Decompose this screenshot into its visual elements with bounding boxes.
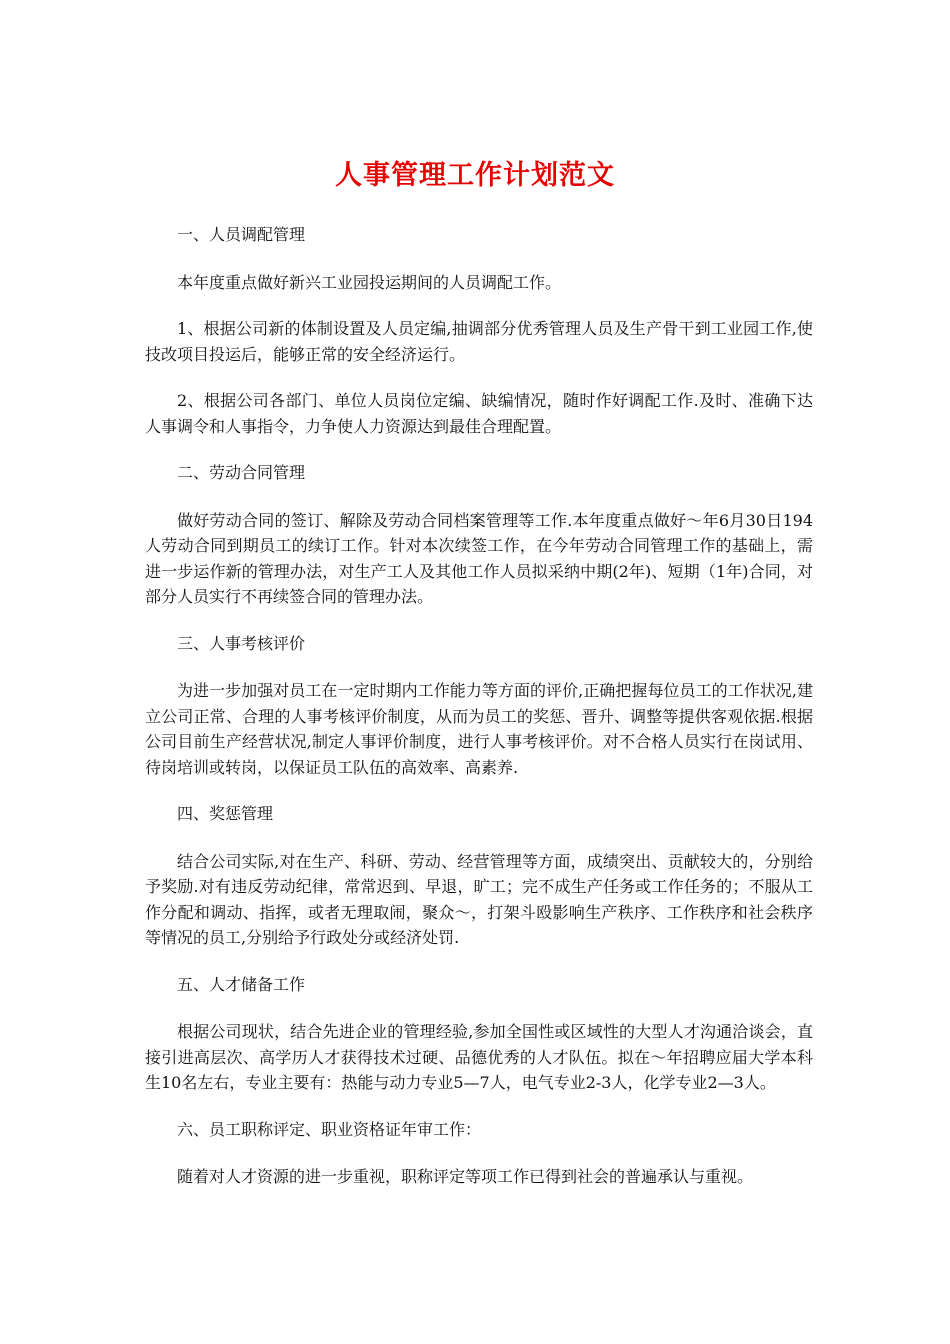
paragraph: 为进一步加强对员工在一定时期内工作能力等方面的评价,正确把握每位员工的工作状况,建立公司正常、合理的人事考核评价制度，从而为员工的奖惩、晋升、调整等提供客观依据.根据公司目前生产经营状况,制定人事评价制度，进行人事考核评价。对不合格人员实行在岗试用、待岗培训或转岗，以保证员工队伍的高效率、高素养. [145, 681, 813, 777]
section-heading: 一、人员调配管理 [177, 225, 306, 244]
paragraph: 随着对人才资源的进一步重视，职称评定等项工作已得到社会的普遍承认与重视。 [177, 1167, 754, 1186]
section-heading: 四、奖惩管理 [177, 804, 274, 823]
paragraph: 1、根据公司新的体制设置及人员定编,抽调部分优秀管理人员及生产骨干到工业园工作,使技改项目投运后，能够正常的安全经济运行。 [145, 319, 813, 364]
section-heading: 二、劳动合同管理 [177, 463, 306, 482]
section-heading: 三、人事考核评价 [177, 633, 306, 653]
paragraph: 结合公司实际,对在生产、科研、劳动、经营管理等方面，成绩突出、贡献较大的，分别给予奖励.对有违反劳动纪律，常常迟到、早退，旷工；完不成生产任务或工作任务的；不服从工作分配和调动、指挥，或者无理取闹，聚众～，打架斗殴影响生产秩序、工作秩序和社会秩序等情况的员工,分别给予行政处分或经济处罚. [145, 851, 813, 947]
paragraph: 做好劳动合同的签订、解除及劳动合同档案管理等工作.本年度重点做好～年6月30日194人劳动合同到期员工的续订工作。针对本次续签工作，在今年劳动合同管理工作的基础上，需进一步运作新的管理办法，对生产工人及其他工作人员拟采纳中期(2年)、短期（1年)合同，对部分人员实行不再续签合同的管理办法。 [145, 510, 813, 606]
document-body [145, 222, 813, 1211]
paragraph: 2、根据公司各部门、单位人员岗位定编、缺编情况，随时作好调配工作.及时、准确下达人事调令和人事指令，力争使人力资源达到最佳合理配置。 [145, 391, 813, 436]
document-title: 人事管理工作计划范文 [335, 160, 615, 191]
paragraph: 根据公司现状，结合先进企业的管理经验,参加全国性或区域性的大型人才沟通洽谈会，直接引进高层次、高学历人才获得技术过硬、品德优秀的人才队伍。拟在～年招聘应届大学本科生10名左右，专业主要有：热能与动力专业5—7人，电气专业2-3人，化学专业2—3人。 [145, 1022, 813, 1092]
section-heading: 六、员工职称评定、职业资格证年审工作： [177, 1119, 482, 1139]
section-heading: 五、人才储备工作 [177, 974, 306, 994]
paragraph: 本年度重点做好新兴工业园投运期间的人员调配工作。 [177, 272, 562, 292]
